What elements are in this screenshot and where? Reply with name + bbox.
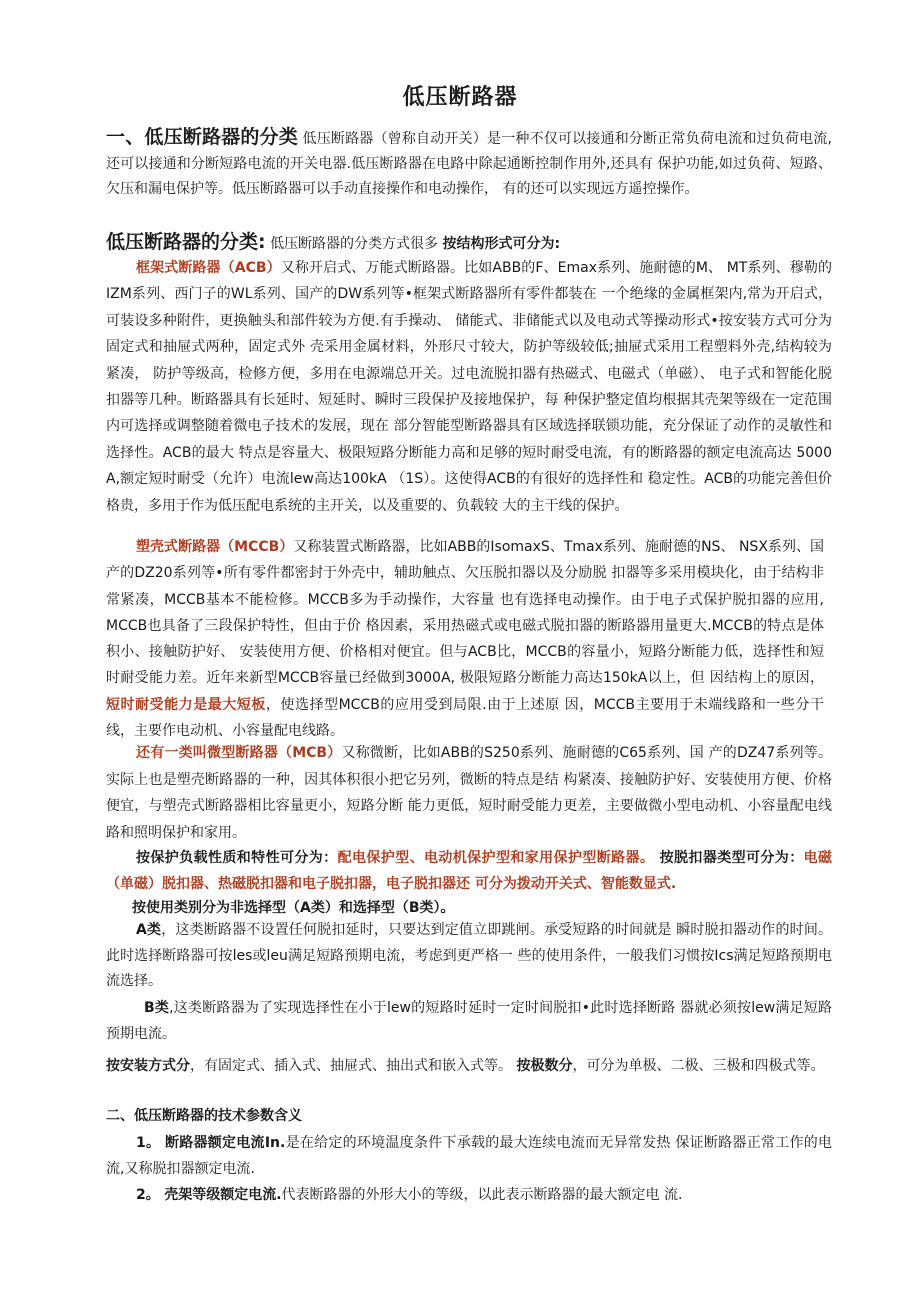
protect-value-2: 电磁（单磁）脱扣器、热磁脱扣器和电子脱扣器，电子脱扣器还 可分为拨动开关式、智能数显式.: [106, 850, 833, 892]
param-1-paragraph: [106, 1130, 832, 1182]
mccb-text-2: ，使选择型MCCB的应用受到局限.由于上述原 因，MCCB主要用于未端线路和一些分干线，主要作电动机、小容量配电线路。: [106, 696, 824, 740]
install-label-2: 按极数分: [516, 1058, 573, 1074]
intro-heading: 一、低压断路器的分类: [106, 126, 298, 148]
install-text-2: ，可分为单极、二极、三极和四极式等。: [572, 1058, 825, 1074]
classify-line: [106, 229, 832, 257]
param-2-paragraph: [106, 1182, 832, 1208]
param-1-number: 1。: [136, 1135, 161, 1151]
class-a-label: A类: [136, 922, 162, 938]
install-paragraph: [106, 1053, 832, 1080]
param-2-text: 代表断路器的外形大小的等级，以此表示断路器的最大额定电 流.: [281, 1187, 683, 1203]
classify-bold: 按结构形式可分为:: [442, 236, 561, 252]
mccb-name: 塑壳式断路器（MCCB）: [136, 539, 294, 555]
param-2-number: 2。: [136, 1187, 160, 1203]
protect-paragraph: [106, 845, 832, 897]
protect-label-2: 按脱扣器类型可分为：: [659, 850, 804, 866]
class-b-paragraph: [106, 995, 832, 1047]
param-1-text: 是在给定的环境温度条件下承载的最大连续电流而无异常发热 保证断路器正常工作的电流,又称脱扣器额定电流.: [106, 1135, 832, 1177]
usage-text: 按使用类别分为非选择型（A类）和选择型（B类）。: [132, 900, 455, 916]
class-b-text: ,这类断路器为了实现选择性在小于lew的短路时延时一定时间脱扣•此时选择断路 器就必须按lew满足短路预期电流。: [106, 1000, 833, 1042]
protect-value-1: 配电保护型、电动机保护型和家用保护型断路器。: [337, 850, 655, 866]
mccb-highlight: 短时耐受能力是最大短板: [106, 696, 266, 713]
classify-heading: 低压断路器的分类:: [106, 231, 266, 253]
section-2-heading-text: 二、低压断路器的技术参数含义: [106, 1108, 302, 1124]
section-2-heading: [106, 1103, 832, 1129]
intro-text: 低压断路器（曾称自动开关）是一种不仅可以接通和分断正常负荷电流和过负荷电流, 还可以接通和分断短路电流的开关电器.低压断路器在电路中除起通断控制作用外,还具有 保护功能,如过负荷、短路、欠压和漏电保护等。低压断路器可以手动直接操作和电动操作， 有的还可以实现远方遥控操作。: [106, 131, 832, 197]
param-2-label: 壳架等级额定电流.: [164, 1187, 282, 1203]
mcb-paragraph: [106, 740, 832, 846]
install-text-1: ，有固定式、插入式、抽屉式、抽出式和嵌入式等。: [190, 1058, 512, 1074]
param-1-label: 断路器额定电流In.: [164, 1135, 286, 1151]
acb-text: 又称开启式、万能式断路器。比如ABB的F、Emax系列、施耐德的M、 MT系列、穆勒的IZM系列、西门子的WL系列、国产的DW系列等•框架式断路器所有零件都装在 一个绝缘的金属框架内,常为开启式，可装设多种附件，更换触头和部件较为方便.有手操动、 储能式、非储能式以及电动式等操动形式•按安装方式可分为固定式和抽屉式两种，固定式外 壳采用金属材料，外形尺寸较大，防护等级较低;抽屉式采用工程塑料外壳,结构较为紧凑， 防护等级高，检修方便，多用在电源端总开关。过电流脱扣器有热磁式、电磁式（单磁）、 电子式和智能化脱扣器等几种。断路器具有长延时、短延时、瞬时三段保护及接地保护，每 种保护整定值均根据其壳架等级在一定范围内可选择或调整随着微电子技术的发展，现在 部分智能型断路器具有区域选择联锁功能，充分保证了动作的灵敏性和选择性。ACB的最大 特点是容量大、极限短路分断能力高和足够的短时耐受电流，有的断路器的额定电流高达 5000 A,额定短时耐受（允许）电流lew高达100kA （1S）。这使得ACB的有很好的选择性和 稳定性。ACB的功能完善但价格贵，多用于作为低压配电系统的主开关，以及重要的、负载较 大的主干线的保护。: [106, 260, 832, 514]
install-label-1: 按安装方式分: [106, 1058, 190, 1074]
acb-name: 框架式断路器（ACB）: [136, 260, 281, 276]
document-title: 低压断路器: [402, 85, 518, 110]
class-a-paragraph: [106, 918, 832, 995]
protect-label-1: 按保护负载性质和特性可分为：: [136, 850, 338, 866]
classify-text: 低压断路器的分类方式很多: [270, 236, 439, 252]
class-a-text: ，这类断路器不设置任何脱扣延时，只要达到定值立即跳闸。承受短路的时间就是 瞬时脱扣器动作的时间。此时选择断路器可按les或leu满足短路预期电流，考虑到更严格一 些的使用条件，一般我们习惯按Ics满足短路预期电流选择。: [106, 922, 832, 989]
mccb-paragraph: [106, 534, 824, 744]
mcb-text: 又称微断，比如ABB的S250系列、施耐德的C65系列、国 产的DZ47系列等。实际上也是塑壳断路器的一种，因其体积很小把它另列，微断的特点是结 构紧凑、接触防护好、安装使用方便、价格便宜，与塑壳式断路器相比容量更小，短路分断 能力更低，短时耐受能力更差，主要做微小型电动机、小容量配电线路和照明保护和家用。: [106, 745, 832, 841]
acb-paragraph: [106, 255, 832, 519]
class-b-label: B类: [144, 1000, 170, 1016]
mcb-name: 还有一类叫微型断路器（MCB）: [136, 745, 342, 761]
mccb-text-1: 又称装置式断路器，比如ABB的IsomaxS、Tmax系列、施耐德的NS、 NSX系列、国产的DZ20系列等•所有零件都密封于外壳中，辅助触点、欠压脱扣器以及分励脱 扣器等多采用模块化，由于结构非常紧凑，MCCB基本不能检修。MCCB多为手动操作，大容量 也有选择电动操作。由于电子式保护脱扣器的应用, MCCB也具备了三段保护特性，但由于价 格因素，采用热磁式或电磁式脱扣器的断路器用量更大.MCCB的特点是体积小、接触防护好、 安装使用方便、价格相对便宜。但与ACB比，MCCB的容量小，短路分断能力低，选择性和短 时耐受能力差。近年来新型MCCB容量已经做到3000A, 极限短路分断能力高达150kA以上，但 因结构上的原因，: [106, 539, 824, 687]
intro-paragraph: [106, 125, 832, 202]
